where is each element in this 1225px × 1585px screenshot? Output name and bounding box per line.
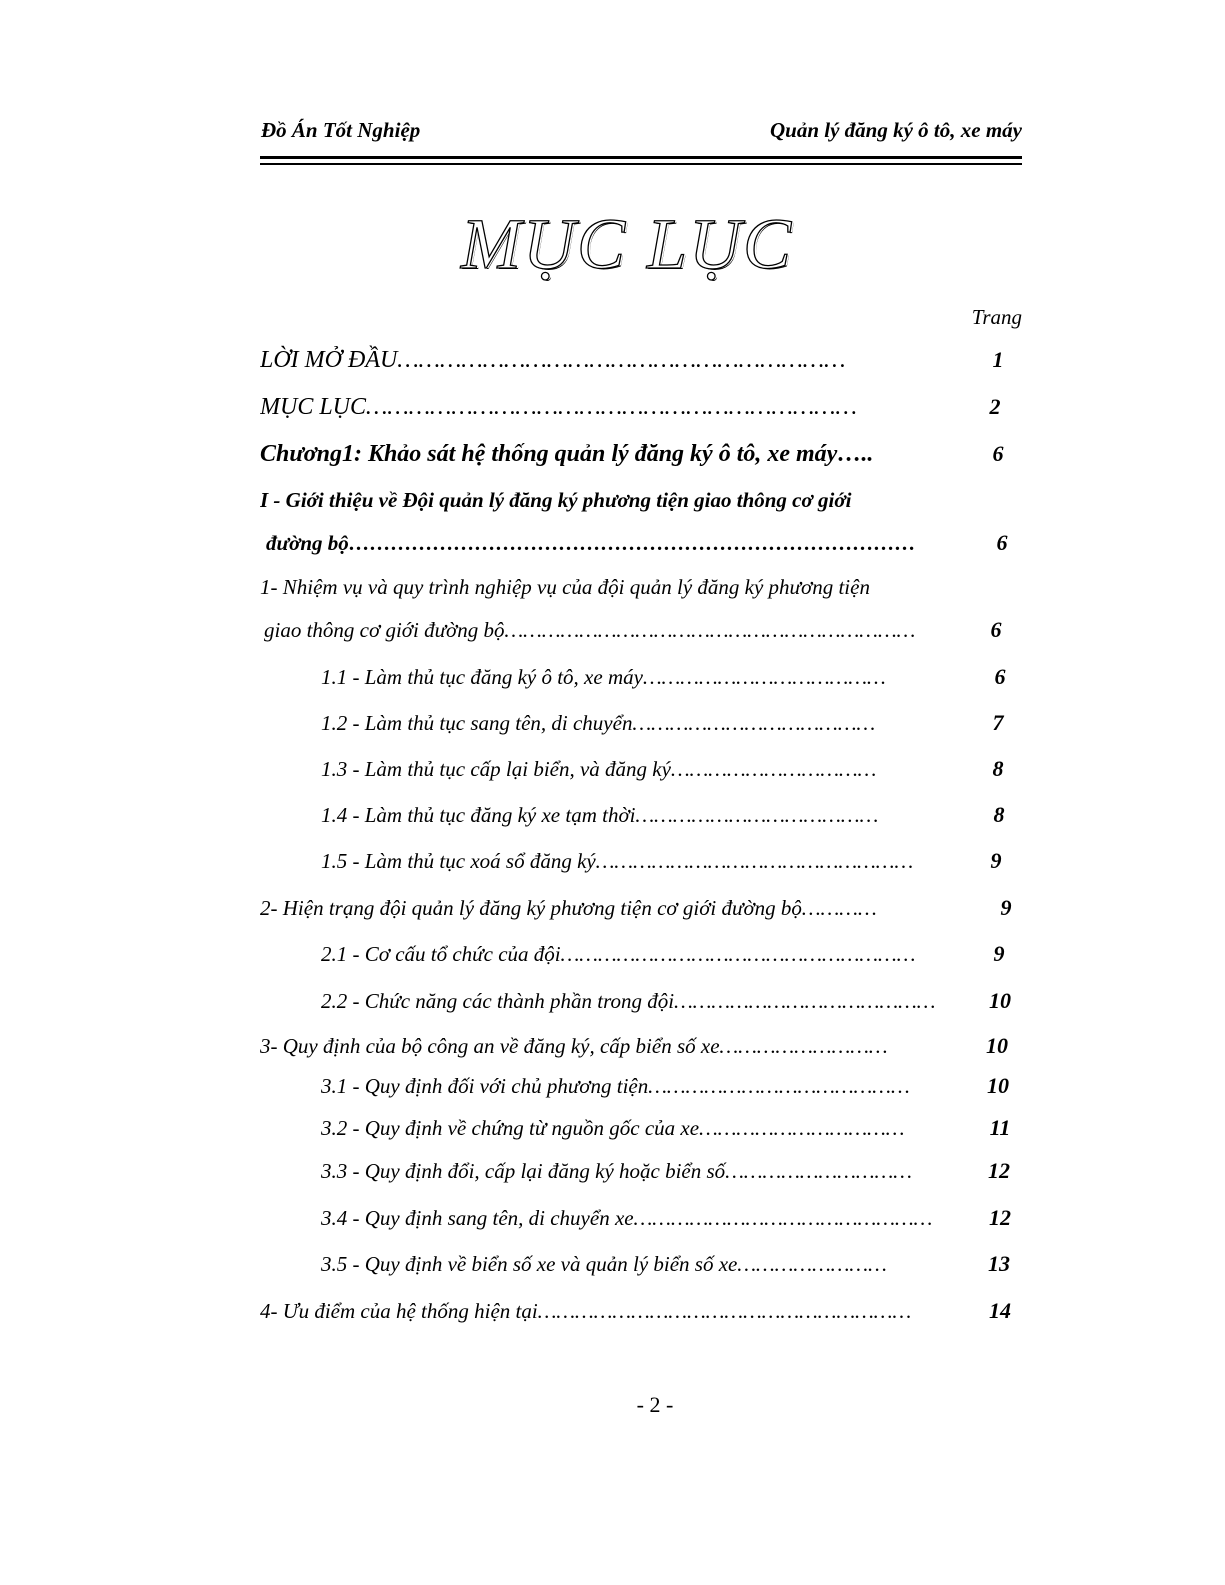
toc-entry-leader: ……………………………………………………………………… [348,531,916,555]
toc-entry-leader: …………………………………… [648,1074,910,1098]
toc-entry-leader: …………………………………………… [595,849,914,873]
toc-entry-leader: ………………………………………… [633,1206,933,1230]
toc-entry-label: 3.2 - Quy định về chứng từ nguồn gốc của xe [321,1116,700,1140]
toc-subentry[interactable] [321,986,951,1016]
toc-entry-label: 1.5 - Làm thủ tục xoá sổ đăng ký [321,849,596,873]
toc-subentry[interactable] [321,800,949,830]
toc-page-number: 14 [989,1298,1011,1323]
page-footer-number: - 2 - [636,1392,674,1417]
toc-subentry[interactable] [321,1156,955,1186]
toc-page-number: 6 [996,530,1008,555]
toc-entry-label: 4- Ưu điểm của hệ thống hiện tại [260,1299,538,1323]
toc-entry[interactable] [260,345,950,375]
toc-page-number: 9 [990,848,1002,873]
toc-page-number: 6 [994,664,1006,689]
toc-page-number: 8 [993,802,1005,827]
toc-entry-leader: ……………………… [719,1034,888,1058]
toc-page-number: 10 [987,1073,1009,1098]
toc-entry[interactable] [260,893,960,923]
header-right: Quản lý đăng ký ô tô, xe máy [770,118,1022,142]
toc-entry-leader: …………………………………… [674,989,936,1013]
toc-entry-label: 1.1 - Làm thủ tục đăng ký ô tô, xe máy [321,665,643,689]
toc-subentry[interactable] [321,939,949,969]
toc-entry-label: 3- Quy định của bộ công an về đăng ký, cấp biển số xe [260,1034,720,1058]
toc-subentry[interactable] [321,708,945,738]
toc-entry-cont[interactable] [264,615,946,645]
toc-subentry[interactable] [321,754,947,784]
toc-page-number: 6 [990,617,1002,642]
toc-entry-label: đường bộ [266,531,349,555]
toc-entry-leader: ……………………………………………………… [397,347,846,373]
toc-entry-leader: ………………………………… [642,665,886,689]
toc-entry-leader: ………………………………………………… [560,942,916,966]
toc-entry-label: 1.4 - Làm thủ tục đăng ký xe tạm thời [321,803,636,827]
toc-entry-leader: …………………………… [670,757,877,781]
toc-page-number: 13 [988,1251,1010,1276]
toc-page-number: 12 [988,1158,1010,1183]
toc-entry-label: Chương1: Khảo sát hệ thống quản lý đăng ký ô tô, xe máy [260,441,838,467]
toc-page-number: 11 [989,1115,1011,1140]
toc-subentry[interactable] [321,662,949,692]
toc-entry-leader: ………………………………… [632,711,876,735]
toc-chapter-entry[interactable] [260,439,960,469]
toc-subentry[interactable] [321,1249,951,1279]
toc-subentry[interactable] [321,1113,961,1143]
toc-section-entry[interactable] [260,485,960,515]
toc-page-number: 9 [1000,895,1012,920]
toc-page-number: 10 [989,988,1011,1013]
toc-section-entry-cont[interactable] [266,528,956,558]
toc-page-number: 10 [986,1033,1008,1058]
toc-entry-label: giao thông cơ giới đường bộ [264,618,505,642]
toc-entry-leader: …………………………………………………………… [366,394,857,420]
toc-entry-leader: ….. [837,441,874,467]
trang-label: Trang [971,305,1022,329]
toc-entry-label: 1- Nhiệm vụ và quy trình nghiệp vụ của đội quản lý đăng ký phương tiện [260,575,870,599]
toc-entry-label: 3.3 - Quy định đổi, cấp lại đăng ký hoặc biển số [321,1159,726,1183]
toc-entry-leader: ………………………………… [635,803,879,827]
page-title: MỤC LỤC [460,204,794,284]
toc-entry[interactable] [260,572,960,602]
toc-entry-label: 3.1 - Quy định đối với chủ phương tiện [321,1074,649,1098]
toc-entry-leader: ………………………………………………………… [504,618,916,642]
toc-page-number: 8 [992,756,1004,781]
toc-entry-leader: ………………………… [725,1159,912,1183]
toc-entry-leader: …………………………… [699,1116,905,1140]
toc-entry-label: 3.4 - Quy định sang tên, di chuyển xe [321,1206,634,1230]
toc-entry[interactable] [260,392,950,422]
toc-entry[interactable] [260,1031,950,1061]
toc-page-number: 7 [992,710,1004,735]
toc-entry-label: MỤC LỤC [260,394,367,420]
toc-entry-label: 3.5 - Quy định về biển số xe và quản lý biển số xe [321,1252,738,1276]
toc-entry-label: 2.1 - Cơ cấu tổ chức của đội [321,942,561,966]
toc-page-number: 1 [992,347,1004,372]
toc-page-number: 6 [992,441,1004,466]
toc-page-number: 2 [989,394,1001,419]
toc-entry-leader: ………… [801,896,877,920]
toc-entry-label: LỜI MỞ ĐẦU [260,347,398,373]
toc-subentry[interactable] [321,846,951,876]
toc-entry-label: 2- Hiện trạng đội quản lý đăng ký phương tiện cơ giới đường bộ [260,896,802,920]
toc-entry-leader: …………………………………………………… [537,1299,912,1323]
toc-entry-label: 2.2 - Chức năng các thành phần trong đội [321,989,675,1013]
toc-page-number: 9 [993,941,1005,966]
toc-entry[interactable] [260,1296,952,1326]
toc-page-number: 12 [989,1205,1011,1230]
toc-entry-leader: …………………… [737,1252,887,1276]
toc-subentry[interactable] [321,1203,951,1233]
toc-entry-label: I - Giới thiệu về Đội quản lý đăng ký phương tiện giao thông cơ giới [260,488,852,512]
toc-subentry[interactable] [321,1071,951,1101]
toc-entry-label: 1.3 - Làm thủ tục cấp lại biển, và đăng ký [321,757,671,781]
toc-entry-label: 1.2 - Làm thủ tục sang tên, di chuyển [321,711,633,735]
header-left: Đồ Án Tốt Nghiệp [261,118,421,142]
